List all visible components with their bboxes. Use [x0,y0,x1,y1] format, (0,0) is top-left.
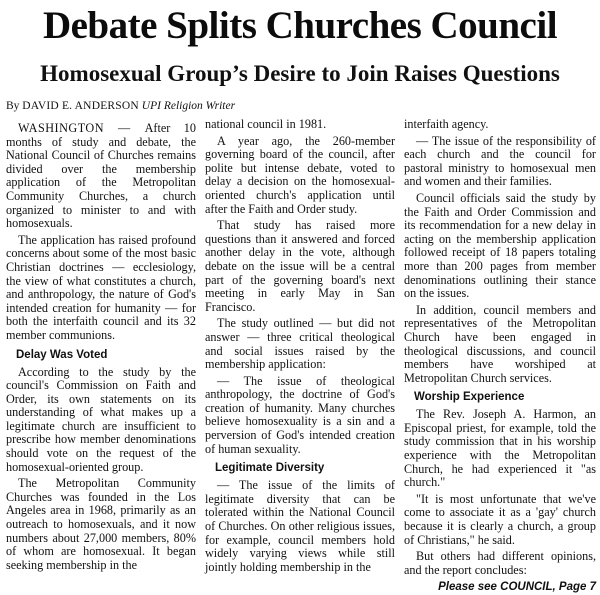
paragraph: A year ago, the 260-member governing board of the council, after polite but intense debate, voted to delay a decision on the homosexual-oriented church's application until after the Faith and Order study. [205,133,395,216]
section-heading: Delay Was Voted [16,348,108,361]
paragraph: national council in 1981. [205,117,327,131]
dateline: WASHINGTON — [18,121,145,135]
section-heading: Legitimate Diversity [215,462,325,475]
paragraph: That study has raised more questions than it answered and forced another delay in the vote, although debate on the issue will be a central part of the governing board's next meeting in early May in San Francisco. [205,218,395,314]
byline-prefix: By [6,100,20,112]
paragraph: — The issue of the limits of legitimate diversity that can be tolerated within the National Council of Churches. On other religious issues, for example, council members hold widely varying views while still jointly holding membership in the [205,478,395,574]
paragraph: The application has raised profound concerns about some of the most basic Christian doctrines — ecclesiology, the view of what constitutes a church, and anthropology, the nature of God's intended creation for humanity — for both the interfaith council and its 32 member communions. [6,232,196,342]
paragraph: Council officials said the study by the Faith and Order Commission and its recommendation for a new delay in acting on the membership application followed receipt of 18 papers totaling more than 200 pages from member denominations outlining their stance on the issues. [404,190,596,301]
paragraph: According to the study by the council's Commission on Faith and Order, its own statements on its understanding of what makes up a legitimate church are insufficient to prescribe how member denominations should vote on the request of the homosexual-oriented group. [6,364,196,474]
paragraph: But others had different opinions, and the report concludes: [404,549,596,577]
paragraph: The study outlined — but did not answer — three critical theological and social issues raised by the membership application: [205,316,395,372]
article-column-1 [6,121,196,572]
paragraph-text: After 10 months of study and debate, the National Council of Churches remains divided over the membership application of the Metropolitan Community Churches, a church organized to minister to and with homosexuals. [6,121,196,231]
paragraph: interfaith agency. [404,117,489,131]
paragraph: The Rev. Joseph A. Harmon, an Episcopal priest, for example, told the study commission that in his worship experience with the Metropolitan Church, he had experienced it "as church." [404,407,596,490]
paragraph: "It is most unfortunate that we've come to associate it as a 'gay' church because it is clearly a church, a group of Christians," he said. [404,491,596,547]
article-column-2 [205,117,395,574]
paragraph: — The issue of theological anthropology, the doctrine of God's creation of humanity. Many churches believe homosexuality is a sin and a perversion of God's intended creation of human sexuality. [205,373,395,456]
paragraph: In addition, council members and representatives of the Metropolitan Church have been engaged in theological discussions, and council members have worshiped at Metropolitan Church services. [404,302,596,385]
paragraph: — The issue of the responsibility of each church and the council for pastoral ministry to homosexual men and women and their families. [404,133,596,189]
continuation-line: Please see COUNCIL, Page 7 [438,581,596,594]
article-column-3 [404,117,596,594]
paragraph: The Metropolitan Community Churches was founded in the Los Angeles area in 1968, primarily as an outreach to homosexuals, and it now numbers about 27,000 members, 80% of whom are homosexual. It began seeking membership in the [6,476,196,572]
byline-author: DAVID E. ANDERSON [22,100,139,112]
paragraph [6,122,196,231]
headline: Debate Splits Churches Council [42,4,558,47]
section-heading: Worship Experience [414,391,525,404]
byline [6,99,235,113]
byline-title: UPI Religion Writer [141,100,236,112]
subheadline: Homosexual Group’s Desire to Join Raises Questions [40,61,560,86]
